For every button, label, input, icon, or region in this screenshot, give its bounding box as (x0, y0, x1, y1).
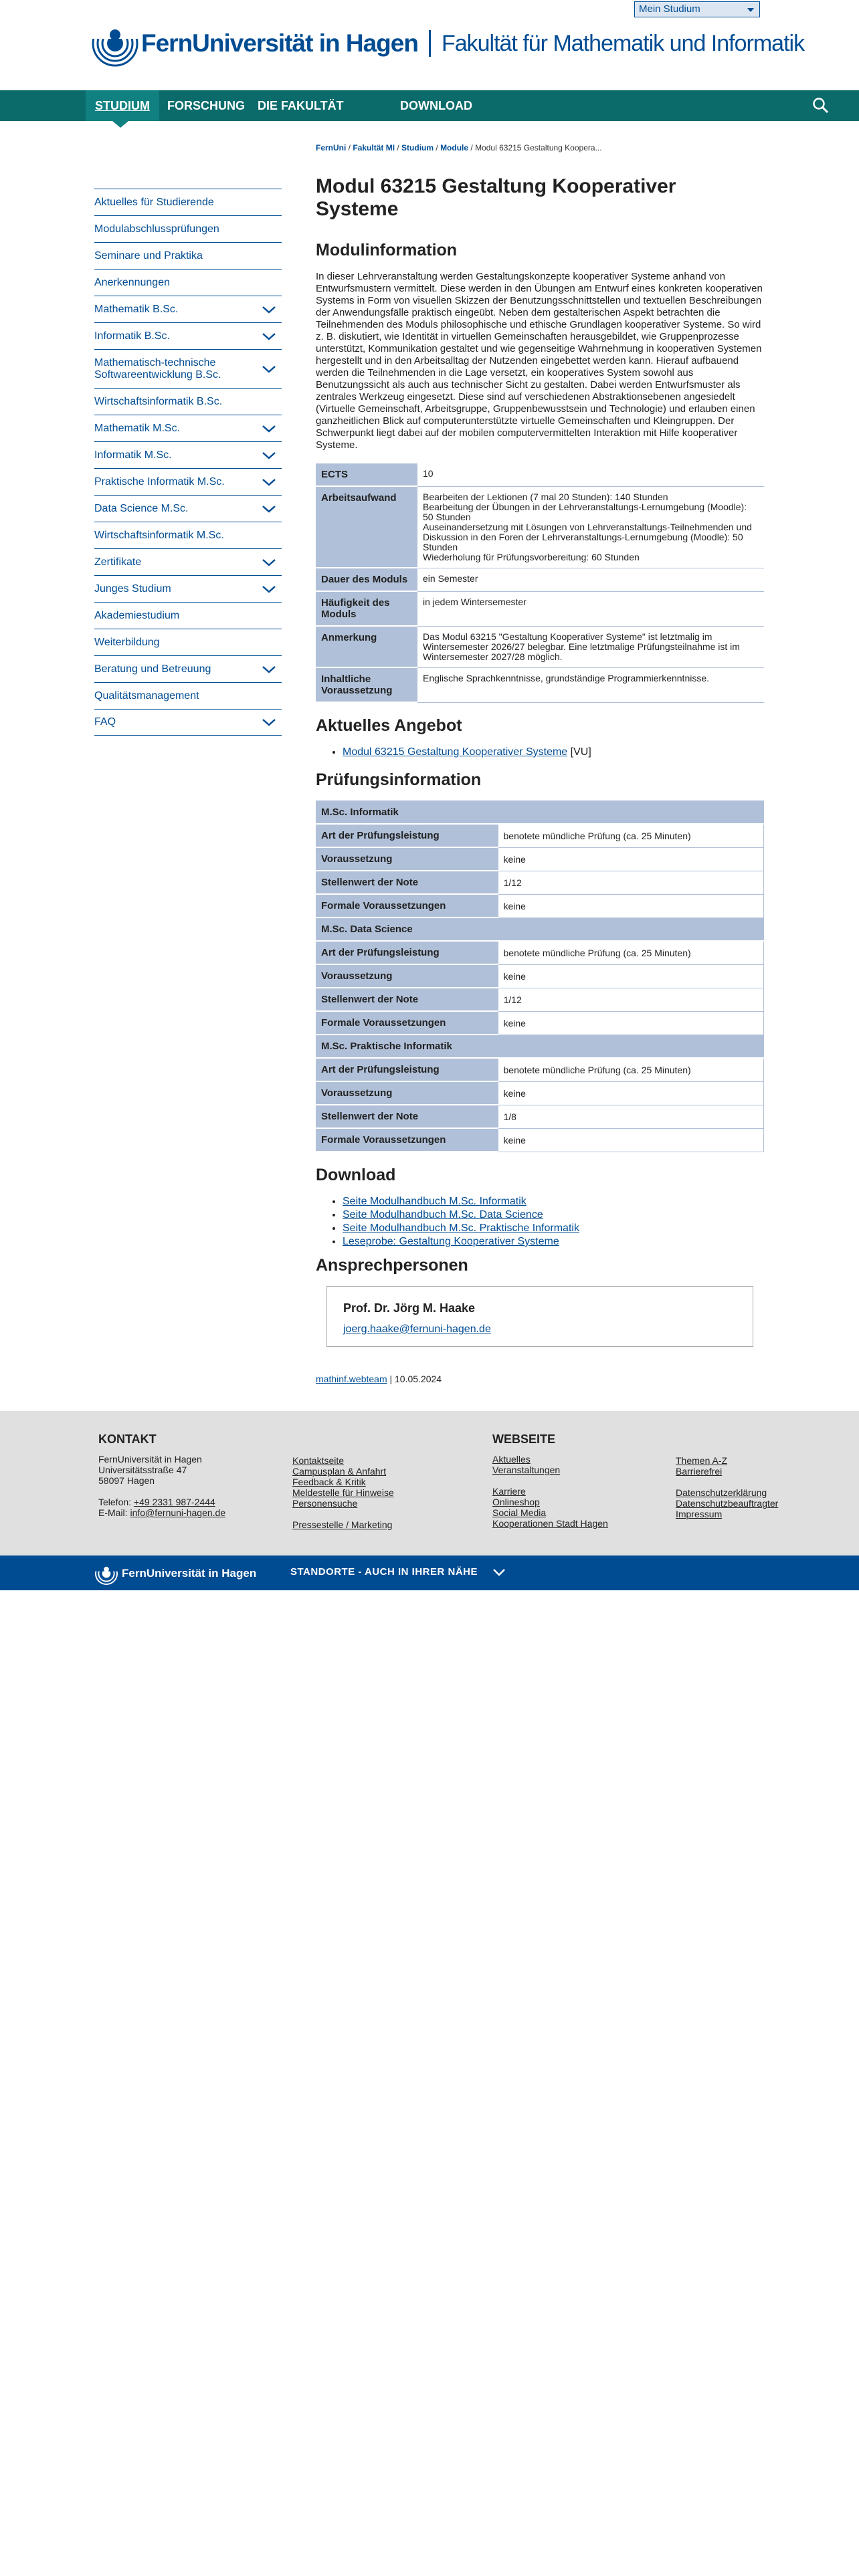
chevron-down-icon[interactable] (262, 717, 276, 728)
table-row (316, 568, 764, 591)
footer-link[interactable]: Kontaktseite (292, 1455, 345, 1466)
exam-key: Voraussetzung (316, 964, 498, 988)
sidebar-item-label: Aktuelles für Studierende (94, 196, 214, 208)
breadcrumb-studium[interactable]: Studium (401, 143, 434, 152)
exam-key: Voraussetzung (316, 847, 498, 871)
footer-links-1 (292, 1455, 394, 1530)
sidebar-item[interactable] (94, 415, 282, 441)
sidebar-item[interactable] (94, 709, 282, 736)
download-link[interactable]: Seite Modulhandbuch M.Sc. Praktische Informatik (343, 1222, 579, 1234)
exam-group-row (316, 1035, 764, 1058)
sidebar-item[interactable] (94, 495, 282, 522)
nav-fakultaet[interactable]: DIE FAKULTÄT (258, 99, 344, 112)
table-value-line: Bearbeiten der Lektionen (7 mal 20 Stunden): 140 Stunden (423, 491, 668, 502)
table-value (417, 463, 764, 486)
exam-group-title: M.Sc. Informatik (316, 800, 764, 824)
section-aktuelles-angebot: Aktuelles Angebot (316, 716, 462, 735)
exam-key: Stellenwert der Note (316, 871, 498, 894)
table-row (316, 1011, 764, 1035)
footer-links-3a (676, 1455, 778, 1477)
standorte-toggle[interactable]: STANDORTE - AUCH IN IHRER NÄHE (290, 1566, 478, 1578)
footer-link-item (676, 1509, 778, 1519)
chevron-down-icon[interactable] (262, 450, 276, 461)
table-row (316, 894, 764, 918)
contact-name: Prof. Dr. Jörg M. Haake (343, 1301, 476, 1315)
footer-phone (98, 1497, 225, 1507)
table-value-line: in jedem Wintersemester (423, 596, 527, 607)
footer-link-item (492, 1454, 608, 1465)
exam-key: Formale Voraussetzungen (316, 1011, 498, 1035)
chevron-down-icon[interactable] (262, 304, 276, 315)
sidebar-item-label: Seminare und Praktika (94, 249, 203, 261)
sidebar-item-label: Junges Studium (94, 582, 171, 595)
nav-studium[interactable]: STUDIUM (86, 90, 159, 121)
sidebar-item[interactable] (94, 468, 282, 495)
sidebar-item-label: Wirtschaftsinformatik M.Sc. (94, 529, 224, 541)
exam-value: benotete mündliche Prüfung (ca. 25 Minuten) (498, 941, 764, 964)
exam-key: Art der Prüfungsleistung (316, 1058, 498, 1081)
exam-value: 1/12 (498, 871, 764, 894)
sidebar-item[interactable] (94, 269, 282, 296)
module-description: In dieser Lehrveranstaltung werden Gestaltungskonzepte kooperativer Systeme anhand von Entwurfsmustern vermittelt. Diese werden in den Übungen am Entwurf eines konkreten kooperativen Systems in Form von visuellen Skizzen der Benutzungsschnittstellen und textuellen Beschreibungen der Anwendungsfälle praktisch eingeübt. Neben dem gestalterischen Aspekt betrachten die Teilnehmenden des Moduls philosophische und ethische Grundlagen kooperativer Systeme. So wird z. B. diskutiert, wie Identität in virtuellen Gemeinschaften herausgebildet, wie Gruppenprozesse unterstützt, Kommunikation gestaltet und wie gegenseitige Wahrnehmung in kooperativen Systemen hergestellt und in den Arbeitsalltag der Nutzenden eingebettet werden kann. Hierauf aufbauend werden die Teilnehmenden in die Lage versetzt, ein kooperatives System sowohl aus Benutzungssicht als auch aus technischer Sicht zu gestalten. Dabei werden Entwurfsmuster als zentrales Werkzeug eingesetzt. Diese sind auf verschiedenen Abstraktionsebenen angesiedelt (Virtuelle Gemeinschaft, Arbeitsgruppe, Gruppenbewusstsein und Technologie) und erlauben einen ganzheitlichen Blick auf computerunterstützte virtuelle Gemeinschaften und Kleingruppen. Der Schwerpunkt liegt dabei auf der mobilen computervermittelten Interaktion mit Hilfe kooperativer Systeme. (316, 271, 763, 451)
footer-link-item (676, 1498, 778, 1509)
table-key: Inhaltliche Voraussetzung (316, 667, 417, 702)
footer-link-item (676, 1455, 778, 1466)
chevron-down-icon[interactable] (262, 504, 276, 514)
footer-link[interactable]: Barrierefrei (676, 1466, 723, 1477)
footer-link[interactable]: Aktuelles (492, 1454, 531, 1465)
angebot-link[interactable]: Modul 63215 Gestaltung Kooperativer Systeme (343, 746, 568, 758)
sidebar-item[interactable] (94, 602, 282, 629)
sidebar-item-label: Informatik M.Sc. (94, 449, 172, 461)
sidebar-item-label: Mathematik M.Sc. (94, 422, 181, 434)
sidebar-item[interactable] (94, 349, 282, 388)
exam-key: Formale Voraussetzungen (316, 1128, 498, 1152)
list-item (343, 1196, 764, 1208)
table-key: Anmerkung (316, 626, 417, 667)
list-item (343, 746, 764, 758)
footer-link-item (292, 1519, 394, 1530)
sidebar-item[interactable] (94, 189, 282, 215)
logo-divider (429, 30, 431, 57)
sidebar-item[interactable] (94, 296, 282, 322)
table-value (417, 568, 764, 591)
bottom-logo-text: FernUniversität in Hagen (122, 1567, 257, 1580)
list-item (343, 1209, 764, 1221)
footer-link-item (292, 1455, 394, 1466)
list-item (343, 1236, 764, 1248)
footer-link[interactable]: Personensuche (292, 1498, 358, 1509)
sidebar-item-label: Akademiestudium (94, 609, 180, 621)
breadcrumb-separator: / (434, 143, 441, 152)
bottom-logo[interactable] (95, 1562, 256, 1585)
footer-link-item (492, 1465, 608, 1475)
footer (0, 1411, 859, 1555)
table-row (316, 847, 764, 871)
table-row (316, 871, 764, 894)
sidebar-item-label: Informatik B.Sc. (94, 330, 170, 342)
exam-value: keine (498, 1011, 764, 1035)
footer-links-2b (492, 1486, 608, 1529)
sidebar-item-label: Beratung und Betreuung (94, 663, 211, 675)
chevron-down-icon[interactable] (262, 364, 276, 374)
footer-link-item (292, 1487, 394, 1498)
table-key: Arbeitsaufwand (316, 486, 417, 568)
table-key: Dauer des Moduls (316, 568, 417, 591)
sidebar-item-label: Mathematisch-technische Softwareentwicklung B.Sc. (94, 356, 221, 381)
footer-link-item (676, 1487, 778, 1498)
footer-email (98, 1507, 225, 1518)
sidebar-item-label: Anerkennungen (94, 276, 170, 288)
chevron-down-icon[interactable] (492, 1568, 506, 1577)
table-row (316, 1105, 764, 1128)
contact-email-link[interactable]: joerg.haake@fernuni-hagen.de (343, 1323, 491, 1335)
table-row (316, 463, 764, 486)
chevron-down-icon[interactable] (262, 423, 276, 434)
exam-key: Art der Prüfungsleistung (316, 824, 498, 847)
sidebar-item-label: Praktische Informatik M.Sc. (94, 475, 225, 488)
download-link[interactable]: Leseprobe: Gestaltung Kooperativer Systeme (343, 1236, 559, 1247)
fernuni-logo-icon (95, 1562, 118, 1585)
sidebar-item-label: FAQ (94, 716, 116, 728)
breadcrumb-current: Modul 63215 Gestaltung Koopera... (475, 143, 602, 152)
sidebar-item[interactable] (94, 682, 282, 709)
contact-card (326, 1286, 753, 1347)
module-info-table (316, 463, 764, 703)
angebot-list (343, 746, 764, 758)
table-value (417, 591, 764, 626)
fernuni-logo-icon (92, 20, 138, 67)
footer-link-item (292, 1466, 394, 1477)
breadcrumb (316, 143, 602, 152)
footer-link[interactable]: Feedback & Kritik (292, 1477, 366, 1487)
table-row (316, 988, 764, 1011)
logo-text: FernUniversität in Hagen (141, 29, 418, 57)
exam-key: Voraussetzung (316, 1081, 498, 1105)
breadcrumb-separator: / (395, 143, 402, 152)
table-value (417, 667, 764, 702)
section-pruefungsinformation: Prüfungsinformation (316, 770, 482, 789)
table-value (417, 486, 764, 568)
footer-address-line: FernUniversität in Hagen (98, 1454, 202, 1465)
footer-link-item (492, 1497, 608, 1507)
exam-group-title: M.Sc. Praktische Informatik (316, 1035, 764, 1058)
exam-value: keine (498, 1081, 764, 1105)
faculty-title: Fakultät für Mathematik und Informatik (441, 30, 805, 56)
download-link[interactable]: Seite Modulhandbuch M.Sc. Informatik (343, 1196, 527, 1207)
footer-address-line: Universitätsstraße 47 (98, 1465, 187, 1475)
footer-link[interactable]: Pressestelle / Marketing (292, 1519, 393, 1530)
sidebar-item-label: Qualitätsmanagement (94, 689, 199, 702)
footer-phone-label: Telefon: (98, 1497, 134, 1507)
footer-kontakt-title: KONTAKT (98, 1432, 157, 1446)
footer-link-item (676, 1466, 778, 1477)
breadcrumb-separator: / (468, 143, 476, 152)
table-row (316, 486, 764, 568)
exam-value: keine (498, 1128, 764, 1152)
sidebar-item-label: Wirtschaftsinformatik B.Sc. (94, 395, 223, 407)
footer-webseite-title: WEBSEITE (492, 1432, 556, 1446)
table-row (316, 667, 764, 702)
sidebar-item-label: Zertifikate (94, 556, 142, 568)
exam-key: Stellenwert der Note (316, 1105, 498, 1128)
bottom-bar (0, 1555, 859, 1590)
section-download: Download (316, 1166, 396, 1184)
footer-link[interactable]: Karriere (492, 1486, 526, 1497)
section-modulinformation: Modulinformation (316, 241, 458, 259)
table-value-line: Bearbeitung der Übungen in der Lehrveranstaltungs-Lernumgebung (Moodle): 50 Stunden (423, 501, 747, 522)
footer-link[interactable]: Onlineshop (492, 1497, 540, 1507)
sidebar-item[interactable] (94, 441, 282, 468)
footer-link[interactable]: Campusplan & Anfahrt (292, 1466, 387, 1477)
table-value-line: Das Modul 63215 "Gestaltung Kooperativer Systeme" ist letztmalig im Wintersemester 2026/27 belegbar. Eine letztmalige Prüfungsteilnahme ist im Wintersemester 2027/28 möglich. (423, 631, 740, 662)
table-value-line: Wiederholung für Prüfungsvorbereitung: 60 Stunden (423, 551, 640, 562)
table-row (316, 941, 764, 964)
angebot-suffix: [VU] (567, 746, 591, 758)
table-value (417, 626, 764, 667)
exam-group-row (316, 800, 764, 824)
nav-download[interactable]: DOWNLOAD (400, 99, 472, 112)
table-row (316, 626, 764, 667)
exam-value: benotete mündliche Prüfung (ca. 25 Minuten) (498, 1058, 764, 1081)
exam-value: 1/12 (498, 988, 764, 1011)
footer-link[interactable]: Datenschutzbeauftragter (676, 1498, 779, 1509)
footer-link[interactable]: Meldestelle für Hinweise (292, 1487, 394, 1498)
breadcrumb-fernuni[interactable]: FernUni (316, 143, 347, 152)
footer-link[interactable]: Veranstaltungen (492, 1465, 561, 1475)
mein-studium-select[interactable] (634, 1, 760, 17)
footer-link-item (292, 1498, 394, 1509)
chevron-down-icon[interactable] (262, 664, 276, 675)
table-key: Häufigkeit des Moduls (316, 591, 417, 626)
exam-value: benotete mündliche Prüfung (ca. 25 Minuten) (498, 824, 764, 847)
table-row (316, 1081, 764, 1105)
footer-email-label: E-Mail: (98, 1507, 130, 1518)
footer-link[interactable]: Social Media (492, 1507, 547, 1518)
exam-key: Stellenwert der Note (316, 988, 498, 1011)
sidebar-item[interactable] (94, 629, 282, 655)
exam-group-row (316, 918, 764, 941)
exam-group-title: M.Sc. Data Science (316, 918, 764, 941)
nav-forschung[interactable]: FORSCHUNG (167, 99, 245, 112)
footer-kontakt (98, 1434, 225, 1518)
exam-value: 1/8 (498, 1105, 764, 1128)
footer-phone-link[interactable]: +49 2331 987-2444 (133, 1497, 215, 1507)
sidebar-item[interactable] (94, 215, 282, 242)
page-title: Modul 63215 Gestaltung Kooperativer Systeme (316, 175, 676, 220)
exam-value: keine (498, 964, 764, 988)
chevron-down-icon (747, 8, 754, 12)
footer-links-3 (676, 1455, 778, 1519)
footer-link[interactable]: Impressum (676, 1509, 723, 1519)
footer-link-item (492, 1507, 608, 1518)
sidebar-item-label: Data Science M.Sc. (94, 502, 189, 514)
last-updated (316, 1374, 764, 1384)
exam-info-table (316, 800, 764, 1152)
footer-link-item (492, 1518, 608, 1529)
footer-links-2a (492, 1454, 608, 1475)
footer-address-line: 58097 Hagen (98, 1475, 155, 1486)
table-row (316, 964, 764, 988)
table-row (316, 824, 764, 847)
table-key: ECTS (316, 463, 417, 486)
updated-date: | 10.05.2024 (387, 1374, 442, 1384)
footer-link-item (492, 1486, 608, 1497)
main-nav (0, 90, 859, 121)
footer-email-link[interactable]: info@fernuni-hagen.de (130, 1507, 226, 1518)
main-content (316, 175, 764, 1384)
chevron-down-icon[interactable] (262, 477, 276, 488)
footer-link[interactable]: Kooperationen Stadt Hagen (492, 1518, 608, 1529)
table-row (316, 1058, 764, 1081)
download-link[interactable]: Seite Modulhandbuch M.Sc. Data Science (343, 1209, 543, 1220)
table-value-line: ein Semester (423, 572, 478, 584)
footer-webseite (492, 1434, 608, 1529)
footer-links-3b (676, 1487, 778, 1519)
breadcrumb-module[interactable]: Module (440, 143, 469, 152)
sidebar-item-label: Modulabschlussprüfungen (94, 223, 219, 235)
sidebar-item[interactable] (94, 388, 282, 415)
chevron-down-icon[interactable] (262, 557, 276, 568)
active-nav-pointer (112, 121, 128, 128)
sidebar-item[interactable] (94, 655, 282, 682)
webteam-link[interactable]: mathinf.webteam (316, 1374, 387, 1384)
sidebar-item[interactable] (94, 522, 282, 548)
chevron-down-icon[interactable] (262, 584, 276, 595)
mein-studium-label: Mein Studium (639, 3, 700, 15)
search-icon[interactable] (812, 97, 830, 114)
section-ansprechpersonen: Ansprechpersonen (316, 1256, 468, 1275)
table-value-line: 10 (423, 468, 434, 479)
footer-link[interactable]: Datenschutzerklärung (676, 1487, 767, 1498)
table-row (316, 1128, 764, 1152)
exam-value: keine (498, 894, 764, 918)
exam-key: Formale Voraussetzungen (316, 894, 498, 918)
chevron-down-icon[interactable] (262, 331, 276, 342)
table-value-line: Englische Sprachkenntnisse, grundständige Programmierkenntnisse. (423, 672, 710, 683)
sidebar-item-label: Weiterbildung (94, 636, 160, 648)
sidebar-item[interactable] (94, 575, 282, 602)
footer-link[interactable]: Themen A-Z (676, 1455, 728, 1466)
sidebar-item[interactable] (94, 548, 282, 575)
list-item (343, 1222, 764, 1235)
breadcrumb-separator: / (346, 143, 353, 152)
footer-link-item (292, 1477, 394, 1487)
breadcrumb-fakultaet[interactable]: Fakultät MI (353, 143, 395, 152)
exam-key: Art der Prüfungsleistung (316, 941, 498, 964)
site-logo[interactable] (92, 20, 804, 67)
download-list (343, 1196, 764, 1248)
sidebar-item[interactable] (94, 242, 282, 269)
exam-value: keine (498, 847, 764, 871)
table-value-line: Auseinandersetzung mit Lösungen von Lehrveranstaltungs-Teilnehmenden und Diskussion in den Foren der Lehrveranstaltungs-Lernumgebung (Moodle): 50 Stunden (423, 521, 752, 552)
table-row (316, 591, 764, 626)
sidebar-item[interactable] (94, 322, 282, 349)
sidebar-item-label: Mathematik B.Sc. (94, 303, 179, 315)
sidebar (94, 189, 282, 736)
